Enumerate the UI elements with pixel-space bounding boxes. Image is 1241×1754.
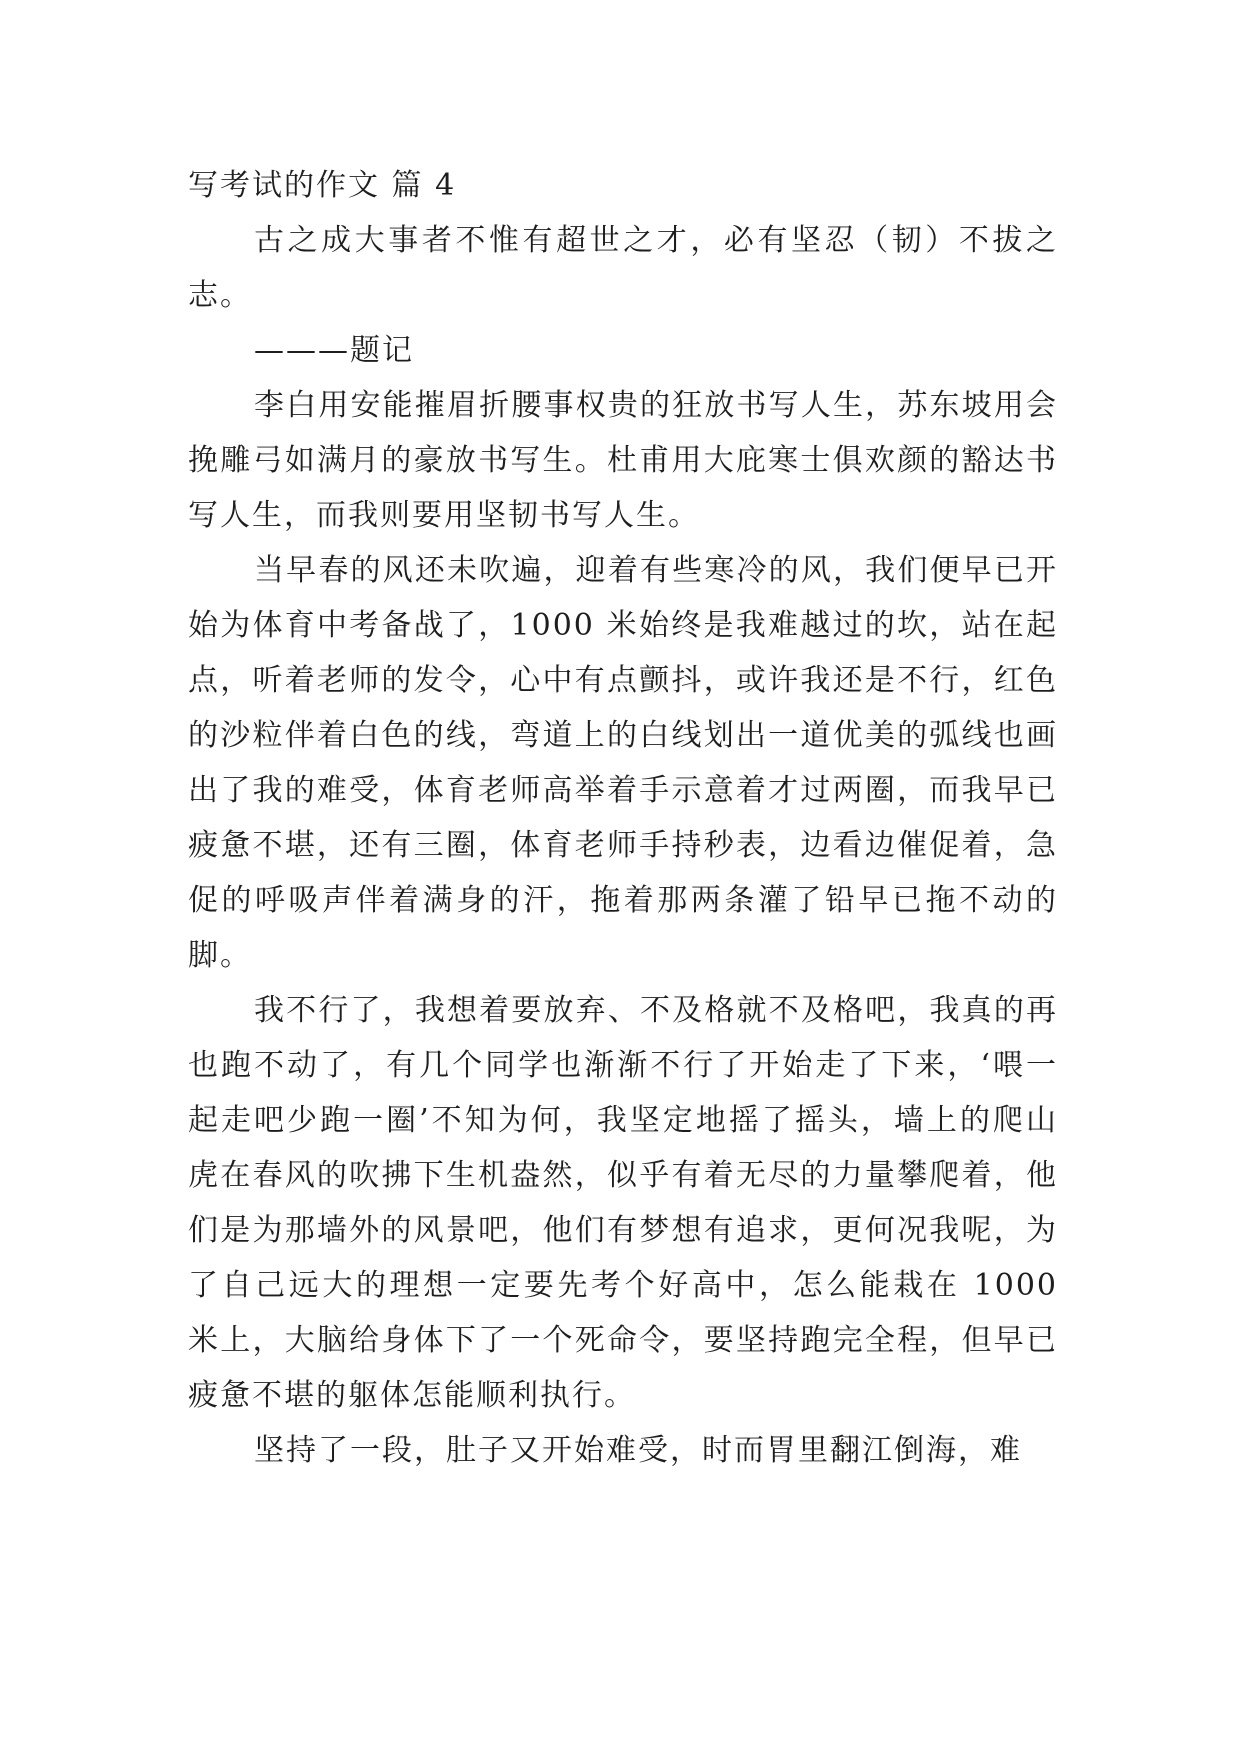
paragraph-2: 当早春的风还未吹遍，迎着有些寒冷的风，我们便早已开始为体育中考备战了，1000 米始终是我难越过的坎，站在起点，听着老师的发令，心中有点颤抖，或许我还是不行，红色的沙粒伴着白色的线，弯道上的白线划出一道优美的弧线也画出了我的难受，体育老师高举着手示意着才过两圈，而我早已疲惫不堪，还有三圈，体育老师手持秒表，边看边催促着，急促的呼吸声伴着满身的汗，拖着那两条灌了铅早已拖不动的脚。: [188, 553, 1058, 973]
epigraph-quote: 古之成大事者不惟有超世之才，必有坚忍（韧）不拔之志。: [188, 223, 1058, 313]
essay-title: 写考试的作文 篇 4: [188, 168, 457, 203]
paragraph-1: 李白用安能摧眉折腰事权贵的狂放书写人生，苏东坡用会挽雕弓如满月的豪放书写生。杜甫用大庇寒士俱欢颜的豁达书写人生，而我则要用坚韧书写人生。: [188, 388, 1058, 533]
paragraph-4: 坚持了一段，肚子又开始难受，时而胃里翻江倒海，难: [254, 1433, 1022, 1468]
essay-body: [188, 158, 1058, 1478]
epigraph-attribution: ———题记: [254, 333, 414, 368]
paragraph-3: 我不行了，我想着要放弃、不及格就不及格吧，我真的再也跑不动了，有几个同学也渐渐不行了开始走了下来，‘喂一起走吧少跑一圈’不知为何，我坚定地摇了摇头，墙上的爬山虎在春风的吹拂下生机盎然，似乎有着无尽的力量攀爬着，他们是为那墙外的风景吧，他们有梦想有追求，更何况我呢，为了自己远大的理想一定要先考个好高中，怎么能栽在 1000 米上，大脑给身体下了一个死命令，要坚持跑完全程，但早已疲惫不堪的躯体怎能顺利执行。: [188, 993, 1058, 1413]
